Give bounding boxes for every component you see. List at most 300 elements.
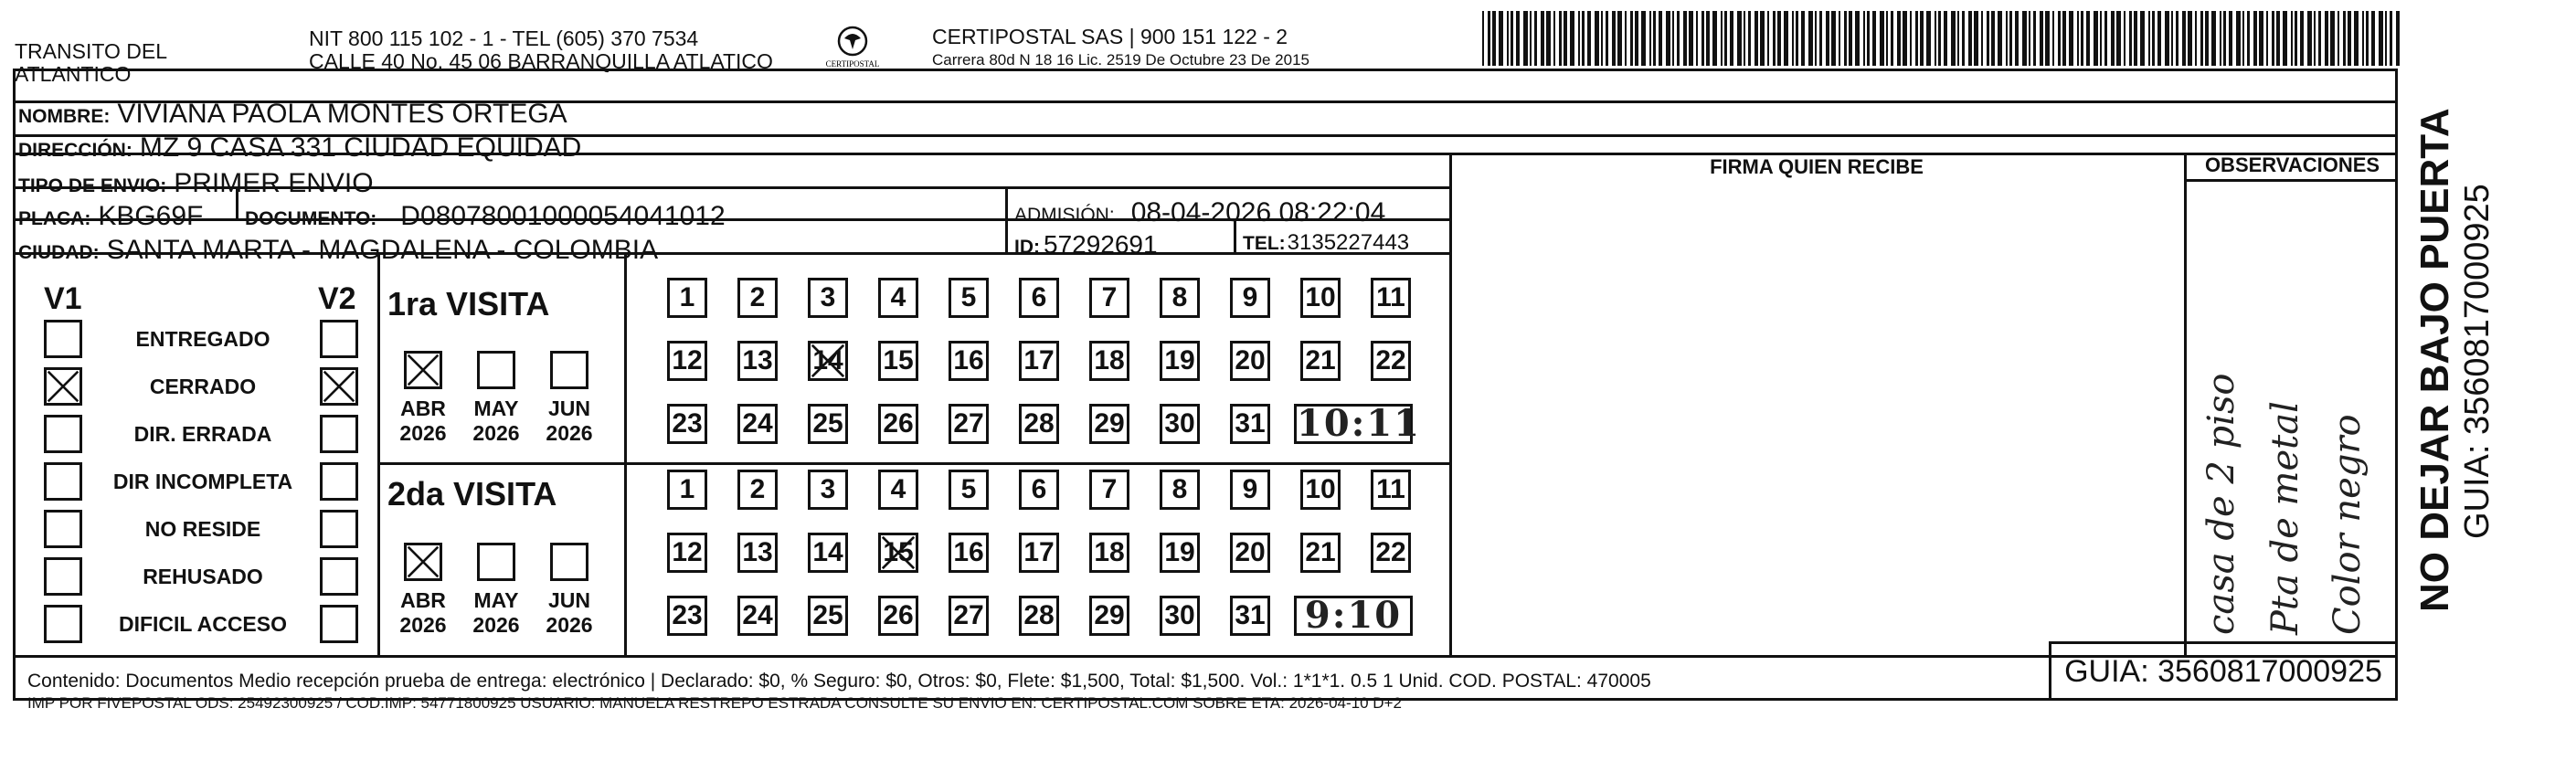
visit2-day-box[interactable] [808, 470, 848, 510]
observation-line-1: casa de 2 piso [2200, 373, 2242, 635]
day-number: 9 [1242, 282, 1258, 312]
visit1-month-checkbox[interactable] [550, 351, 588, 389]
barcode-bar [1564, 11, 1567, 66]
barcode-bar [1582, 11, 1585, 66]
visit1-month-checkbox[interactable] [477, 351, 515, 389]
v2-checkbox[interactable] [320, 367, 358, 406]
company-info: CERTIPOSTAL SAS | 900 151 122 - 2 Carrera 80d N 18 16 Lic. 2519 De Octubre 23 De 2015 [932, 25, 1309, 69]
barcode-bar [2094, 11, 2098, 66]
barcode-bar [2379, 11, 2383, 66]
day-number: 2 [749, 474, 766, 504]
signature-label: FIRMA QUIEN RECIBE [1710, 155, 1924, 178]
day-number: 15 [883, 345, 914, 375]
barcode-bar [1808, 11, 1813, 66]
barcode-bar [1672, 11, 1674, 66]
visit1-day-box[interactable] [667, 404, 707, 444]
visit2-month-checkbox[interactable] [404, 543, 442, 581]
visit2-day-box[interactable] [737, 470, 778, 510]
visit2-day-box[interactable] [1089, 470, 1129, 510]
barcode-bar [1689, 11, 1693, 66]
barcode-bar [1801, 11, 1805, 66]
address-row [18, 132, 581, 164]
day-number: 6 [1031, 282, 1047, 312]
visit2-day-box[interactable] [1300, 533, 1341, 573]
barcode-bar [1482, 11, 1484, 66]
barcode [1482, 11, 2405, 66]
barcode-bar [2259, 11, 2263, 66]
barcode-bar [2314, 11, 2316, 66]
barcode-bar [1730, 11, 1733, 66]
visit1-day-box[interactable] [1089, 341, 1129, 381]
visit2-month-checkbox[interactable] [477, 543, 515, 581]
day-number: 23 [672, 600, 703, 630]
day-number: 30 [1164, 408, 1195, 439]
barcode-bar [2062, 11, 2066, 66]
barcode-bar [2176, 11, 2178, 66]
visit1-month-label [469, 396, 524, 446]
day-number: 28 [1023, 600, 1055, 630]
day-number: 29 [1094, 408, 1125, 439]
barcode-bar [1891, 11, 1893, 66]
barcode-bar [1724, 11, 1727, 66]
barcode-bar [2052, 11, 2054, 66]
barcode-bar [2029, 11, 2030, 66]
month-year: 2026 [472, 613, 520, 637]
barcode-bar [1744, 11, 1745, 66]
day-number: 3 [820, 282, 836, 312]
barcode-bar [1968, 11, 1972, 66]
visit1-day-box[interactable] [1371, 278, 1411, 318]
id-label: ID: [1014, 237, 1040, 258]
barcode-bar [1737, 11, 1742, 66]
barcode-bar [1601, 11, 1603, 66]
barcode-bar [2182, 11, 2186, 66]
visit1-day-box[interactable] [1230, 404, 1270, 444]
barcode-bar [2266, 11, 2268, 66]
document-value: D08078001000054041012 [400, 201, 726, 231]
month-year: 2026 [399, 421, 447, 445]
city-row [18, 235, 658, 266]
visit1-day-box[interactable] [949, 404, 989, 444]
visit2-day-box[interactable] [1019, 596, 1059, 636]
barcode-bar [2220, 11, 2221, 66]
barcode-bar [2283, 11, 2287, 66]
v1-checkbox[interactable] [44, 605, 82, 643]
plate-value: KBG69F [98, 201, 204, 231]
sender-name: TRANSITO DEL ATLANTICO [15, 39, 167, 86]
tel-label: TEL: [1243, 233, 1286, 254]
barcode-bar [1792, 11, 1794, 66]
day-number: 10 [1305, 474, 1336, 504]
barcode-bar [1559, 11, 1562, 66]
visit1-day-box[interactable] [1160, 341, 1200, 381]
barcode-bar [2116, 11, 2121, 66]
barcode-bar [2276, 11, 2280, 66]
day-number: 17 [1023, 345, 1055, 375]
barcode-bar [2033, 11, 2036, 66]
month-name: MAY [473, 396, 519, 420]
day-number: 22 [1375, 537, 1406, 567]
day-number: 11 [1376, 282, 1405, 312]
visit2-day-box[interactable] [1019, 533, 1059, 573]
barcode-bar [2343, 11, 2346, 66]
barcode-bar [1987, 11, 1989, 66]
day-number: 27 [953, 600, 984, 630]
barcode-bar [1630, 11, 1633, 66]
barcode-bar [1760, 11, 1765, 66]
day-number: 28 [1023, 408, 1055, 439]
barcode-bar [2081, 11, 2083, 66]
sender-contact: NIT 800 115 102 - 1 - TEL (605) 370 7534 CALLE 40 No. 45 06 BARRANQUILLA ATLATICO [309, 26, 773, 73]
barcode-bar [2022, 11, 2027, 66]
side-guide-number: GUIA: 3560817000925 [2458, 184, 2496, 539]
month-name: MAY [473, 588, 519, 612]
visit2-title: 2da VISITA [387, 475, 557, 513]
month-name: JUN [547, 588, 590, 612]
barcode-bar [1612, 11, 1616, 66]
visit2-day-box[interactable] [949, 470, 989, 510]
visit1-day-box[interactable] [1371, 341, 1411, 381]
visit1-month-label [396, 396, 451, 446]
barcode-bar [2086, 11, 2090, 66]
barcode-bar [1625, 11, 1627, 66]
barcode-bar [2325, 11, 2328, 66]
visit2-day-box[interactable] [808, 533, 848, 573]
observations-label: OBSERVACIONES [2204, 153, 2380, 176]
day-number: 6 [1031, 474, 1047, 504]
visit2-day-box[interactable] [1230, 596, 1270, 636]
day-number: 30 [1164, 600, 1195, 630]
shipment-type-row [18, 168, 374, 199]
visit2-day-box[interactable] [1089, 596, 1129, 636]
tel-value: 3135227443 [1287, 230, 1410, 255]
day-number: 13 [742, 345, 773, 375]
visit2-day-box[interactable] [667, 470, 707, 510]
id-row [1014, 230, 1158, 259]
visit2-day-box[interactable] [1160, 596, 1200, 636]
barcode-bar [2385, 11, 2387, 66]
visit1-day-box[interactable] [667, 278, 707, 318]
visit2-day-box[interactable] [1371, 470, 1411, 510]
barcode-bar [2295, 11, 2297, 66]
shipment-type-label: TIPO DE ENVIO: [18, 175, 167, 196]
visit2-day-box[interactable] [808, 596, 848, 636]
visit2-day-box[interactable] [1371, 533, 1411, 573]
barcode-bar [2045, 11, 2050, 66]
day-number: 4 [890, 282, 906, 312]
barcode-bar [2366, 11, 2369, 66]
barcode-bar [2348, 11, 2351, 66]
day-number: 29 [1094, 600, 1125, 630]
barcode-bar [1926, 11, 1931, 66]
visit2-day-box[interactable] [667, 596, 707, 636]
visit1-day-box[interactable] [1160, 404, 1200, 444]
visit2-day-box[interactable] [1160, 533, 1200, 573]
day-number: 9 [1242, 474, 1258, 504]
v1-checkbox[interactable] [44, 510, 82, 548]
barcode-bar [1635, 11, 1638, 66]
v2-checkbox[interactable] [320, 462, 358, 501]
plate-row [18, 201, 203, 232]
day-number: 26 [883, 600, 914, 630]
month-year: 2026 [546, 421, 593, 445]
barcode-bar [1511, 11, 1513, 66]
barcode-bar [1649, 11, 1651, 66]
v1-checkbox[interactable] [44, 415, 82, 453]
status-option-label: DIR. ERRADA [133, 422, 272, 446]
visit2-day-box[interactable] [949, 596, 989, 636]
visit1-day-box[interactable] [737, 278, 778, 318]
barcode-bar [2077, 11, 2079, 66]
visit2-day-box[interactable] [878, 596, 918, 636]
visit1-day-box[interactable] [737, 341, 778, 381]
barcode-bar [1915, 11, 1918, 66]
visit1-day-box[interactable] [1300, 341, 1341, 381]
barcode-bar [1935, 11, 1936, 66]
visit1-day-box[interactable] [808, 341, 848, 381]
v2-checkbox[interactable] [320, 557, 358, 596]
month-name: ABR [400, 396, 446, 420]
barcode-bar [1666, 11, 1670, 66]
barcode-bar [1587, 11, 1591, 66]
status-option-label: REHUSADO [143, 565, 263, 588]
v1-checkbox[interactable] [44, 320, 82, 358]
v1-checkbox[interactable] [44, 367, 82, 406]
barcode-bar [2058, 11, 2061, 66]
barcode-bar [2272, 11, 2274, 66]
v2-checkbox[interactable] [320, 510, 358, 548]
signature-area[interactable] [1455, 189, 2177, 646]
barcode-bar [1706, 11, 1710, 66]
visit1-day-box[interactable] [808, 278, 848, 318]
barcode-bar [2253, 11, 2257, 66]
day-number: 14 [812, 537, 843, 567]
company-logo [811, 26, 894, 71]
barcode-bar [2171, 11, 2173, 66]
visit1-day-box[interactable] [737, 404, 778, 444]
visit1-day-box[interactable] [878, 341, 918, 381]
visit1-day-box[interactable] [949, 341, 989, 381]
day-number: 18 [1094, 345, 1125, 375]
barcode-bar [1677, 11, 1680, 66]
visit2-day-box[interactable] [949, 533, 989, 573]
recipient-name-row [18, 99, 567, 130]
document-label: DOCUMENTO: [245, 208, 377, 229]
barcode-bar [2188, 11, 2192, 66]
day-number: 4 [890, 474, 906, 504]
barcode-bar [1886, 11, 1888, 66]
v2-checkbox[interactable] [320, 415, 358, 453]
barcode-bar [1721, 11, 1723, 66]
month-name: JUN [547, 396, 590, 420]
barcode-bar [1696, 11, 1698, 66]
x-mark-icon [323, 370, 355, 403]
v2-checkbox[interactable] [320, 605, 358, 643]
barcode-bar [2223, 11, 2226, 66]
barcode-bar [1920, 11, 1924, 66]
day-number: 15 [883, 537, 914, 567]
visit1-day-box[interactable] [1230, 278, 1270, 318]
admission-row [1014, 197, 1385, 228]
visit1-day-box[interactable] [1019, 278, 1059, 318]
barcode-bar [1826, 11, 1829, 66]
barcode-bar [1796, 11, 1798, 66]
visit2-day-box[interactable] [1300, 470, 1341, 510]
month-year: 2026 [472, 421, 520, 445]
barcode-bar [2111, 11, 2115, 66]
barcode-bar [1553, 11, 1555, 66]
day-number: 16 [953, 537, 984, 567]
barcode-bar [1855, 11, 1860, 66]
day-number: 19 [1164, 537, 1195, 567]
barcode-bar [1683, 11, 1687, 66]
day-number: 20 [1235, 537, 1266, 567]
barcode-bar [1541, 11, 1544, 66]
barcode-bar [2205, 11, 2209, 66]
month-year: 2026 [546, 613, 593, 637]
barcode-bar [2247, 11, 2250, 66]
barcode-bar [1903, 11, 1907, 66]
day-number: 16 [953, 345, 984, 375]
visit2-day-box[interactable] [1089, 533, 1129, 573]
barcode-bar [1998, 11, 2002, 66]
plate-label: PLACA: [18, 208, 91, 229]
barcode-bar [2300, 11, 2304, 66]
visit1-day-box[interactable] [1230, 341, 1270, 381]
city-label: CIUDAD: [18, 242, 100, 263]
visit1-month-checkbox[interactable] [404, 351, 442, 389]
visit1-day-box[interactable] [1089, 278, 1129, 318]
status-option-label: DIFICIL ACCESO [118, 612, 287, 636]
guide-number: GUIA: 3560817000925 [2064, 654, 2382, 689]
visit2-month-checkbox[interactable] [550, 543, 588, 581]
visit1-day-box[interactable] [1089, 404, 1129, 444]
day-number: 5 [960, 282, 977, 312]
visit2-time: 9:10 [1294, 596, 1413, 636]
day-number: 10 [1305, 282, 1336, 312]
day-number: 12 [672, 345, 703, 375]
barcode-bar [1839, 11, 1840, 66]
barcode-bar [2157, 11, 2161, 66]
barcode-bar [1863, 11, 1865, 66]
barcode-bar [1712, 11, 1717, 66]
barcode-bar [2148, 11, 2150, 66]
visit1-day-box[interactable] [808, 404, 848, 444]
x-mark-icon [407, 354, 440, 386]
name-label: NOMBRE: [18, 106, 111, 127]
barcode-bar [1880, 11, 1884, 66]
barcode-bar [1641, 11, 1646, 66]
visit2-month-label [396, 588, 451, 638]
barcode-bar [1578, 11, 1580, 66]
barcode-bar [2318, 11, 2321, 66]
barcode-bar [2200, 11, 2203, 66]
barcode-bar [1492, 11, 1496, 66]
visit1-day-box[interactable] [1300, 278, 1341, 318]
barcode-bar [2211, 11, 2216, 66]
barcode-bar [2165, 11, 2169, 66]
status-option-label: DIR INCOMPLETA [112, 470, 293, 493]
v1-label: V1 [44, 281, 82, 316]
visit2-day-box[interactable] [1019, 470, 1059, 510]
visit1-day-box[interactable] [1019, 341, 1059, 381]
visit2-day-box[interactable] [737, 596, 778, 636]
visit2-day-box[interactable] [667, 533, 707, 573]
observation-line-3: Color negro [2327, 414, 2369, 635]
barcode-bar [2242, 11, 2244, 66]
barcode-bar [1773, 11, 1776, 66]
admission-value: 08-04-2026 08:22:04 [1130, 197, 1386, 227]
visit1-day-box[interactable] [878, 404, 918, 444]
barcode-bar [1595, 11, 1599, 66]
visit1-day-box[interactable] [1019, 404, 1059, 444]
admission-label: ADMISIÓN: [1014, 205, 1115, 226]
day-number: 18 [1094, 537, 1125, 567]
day-number: 1 [679, 282, 695, 312]
visit1-day-box[interactable] [878, 278, 918, 318]
v1-checkbox[interactable] [44, 557, 82, 596]
barcode-bar [2195, 11, 2197, 66]
day-number: 20 [1235, 345, 1266, 375]
visit2-day-box[interactable] [878, 470, 918, 510]
barcode-bar [2152, 11, 2155, 66]
visit2-day-box[interactable] [1230, 533, 1270, 573]
visit2-month-label [542, 588, 597, 638]
day-number: 1 [679, 474, 695, 504]
v2-checkbox[interactable] [320, 320, 358, 358]
visit1-title: 1ra VISITA [387, 285, 550, 322]
visit1-day-box[interactable] [1160, 278, 1200, 318]
barcode-bar [2390, 11, 2392, 66]
day-number: 22 [1375, 345, 1406, 375]
day-number: 25 [812, 600, 843, 630]
barcode-bar [1819, 11, 1822, 66]
visit2-day-box[interactable] [878, 533, 918, 573]
barcode-bar [1767, 11, 1769, 66]
barcode-bar [1849, 11, 1852, 66]
day-number: 21 [1305, 537, 1336, 567]
day-number: 7 [1101, 474, 1118, 504]
status-option-label: CERRADO [149, 375, 257, 398]
barcode-bar [1516, 11, 1520, 66]
day-number: 5 [960, 474, 977, 504]
tel-row [1243, 230, 1409, 256]
day-number: 25 [812, 408, 843, 439]
barcode-bar [1962, 11, 1965, 66]
visit2-day-box[interactable] [737, 533, 778, 573]
day-number: 8 [1171, 282, 1188, 312]
barcode-bar [2124, 11, 2125, 66]
day-number: 19 [1164, 345, 1195, 375]
x-mark-icon [47, 370, 80, 403]
barcode-bar [1507, 11, 1509, 66]
v1-checkbox[interactable] [44, 462, 82, 501]
barcode-bar [1777, 11, 1781, 66]
x-mark-icon [407, 545, 440, 578]
barcode-bar [2337, 11, 2339, 66]
barcode-bar [1867, 11, 1870, 66]
visit2-day-box[interactable] [1160, 470, 1200, 510]
barcode-bar [1831, 11, 1836, 66]
barcode-bar [1530, 11, 1532, 66]
status-option-label: NO RESIDE [144, 517, 261, 541]
barcode-bar [1546, 11, 1551, 66]
visit1-day-box[interactable] [667, 341, 707, 381]
visit2-day-box[interactable] [1230, 470, 1270, 510]
barcode-bar [2354, 11, 2359, 66]
visit1-day-box[interactable] [949, 278, 989, 318]
day-number: 23 [672, 408, 703, 439]
